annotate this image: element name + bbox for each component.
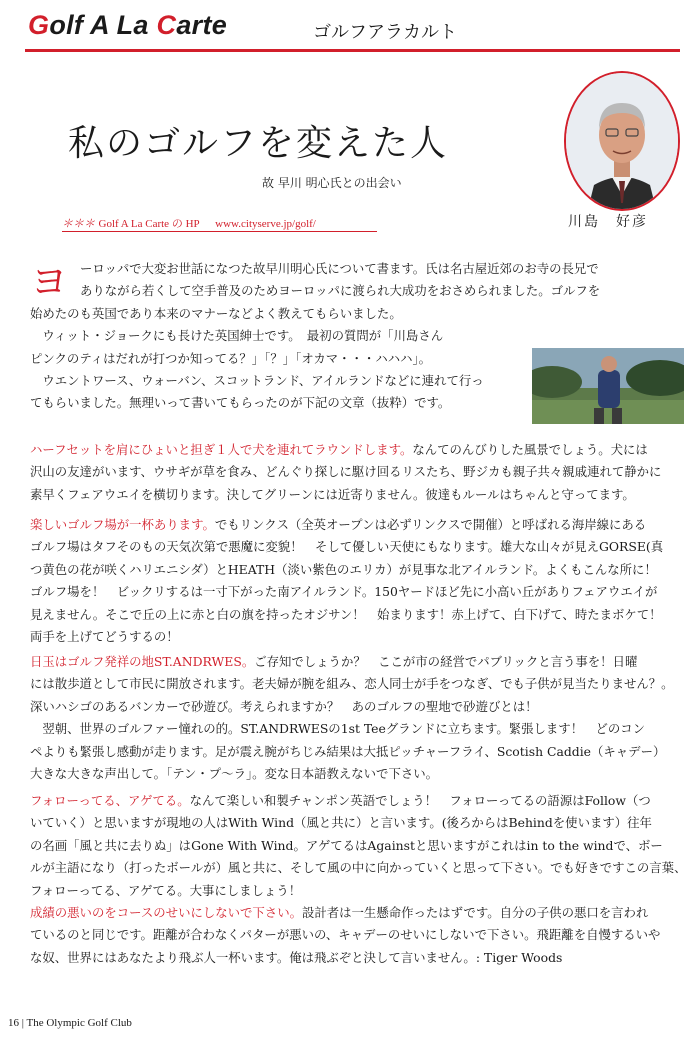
section-first-rest: 設計者は一生懸命作ったはずです。自分の子供の悪口を言われ [301, 905, 649, 920]
intro-line: ウエントワース、ウォーバン、スコットランド、アイルランドなどに連れて行っ [30, 373, 484, 389]
section-title [28, 10, 227, 41]
section-paragraph [30, 902, 660, 969]
section-first-line [30, 651, 674, 673]
section-paragraph [30, 439, 661, 506]
section-first-rest: ご存知でしょうか？ ここが市の経営でパブリックと言う事を！日曜 [254, 654, 638, 669]
section-lead: ハーフセットを肩にひょいと担ぎ１人で犬を連れてラウンドします。 [30, 442, 413, 457]
section-lead: 楽しいゴルフ場が一杯あります。 [30, 517, 215, 532]
section-first-line [30, 439, 661, 461]
section-line: フォローってる、アゲてる。大事にしましょう！ [30, 882, 302, 898]
article-title: 私のゴルフを変えた人 [68, 123, 449, 164]
asterisks: ＊＊＊ [62, 217, 95, 230]
section-first-rest: なんてのんびりした風景でしょう。犬には [412, 442, 648, 457]
title-part: olf A La [49, 10, 157, 40]
section-line: 大きな大きな声出して。「テン・プ～ラ」。変な日本語教えないで下さい。 [30, 766, 439, 782]
section-title-japanese: ゴルフアラカルト [313, 22, 457, 43]
section-lead: 日玉はゴルフ発祥の地ST.ANDRWES。 [30, 654, 255, 669]
website-label: Golf A La Carte の HP [98, 218, 200, 230]
section-line: つ黄色の花が咲くハリエニシダ）とHEATH（淡い紫色のエリカ）が見事な北アイルランド。よくもこんな所に！ [30, 561, 657, 577]
title-letter-g: G [28, 10, 50, 40]
website-url: www.cityserve.jp/golf/ [215, 218, 316, 230]
section-paragraph [30, 790, 686, 902]
intro-line: ーロッパで大変お世話になつた故早川明心氏について書ます。氏は名古屋近郊のお寺の長兄で [80, 261, 599, 276]
section-paragraph [30, 514, 663, 648]
section-line: 見えません。そこで丘の上に赤と白の旗を持ったオジサン！ 始まります！赤上げて、白下げて、時たまボケて！ [30, 606, 662, 622]
section-lead: 成績の悪いのをコースのせいにしないで下さい。 [30, 905, 302, 920]
article-subtitle: 故 早川 明心氏との出会い [262, 176, 402, 190]
footer-separator: | [21, 1017, 24, 1029]
section-line: いていく）と思いますが現地の人はWith Wind（風と共に）と言います。(後ろからはBehindを使います）往年 [30, 815, 652, 831]
section-line: 深いハシゴのあるバンカーで砂遊び。考えられますか？ あのゴルフの聖地で砂遊びとは！ [30, 698, 538, 714]
section-line: ているのと同じです。距離が合わなくパターが悪いの、キャデーのせいにしないで下さい。飛距離を自慢するいや [30, 927, 661, 943]
section-line: ゴルフ場はタフそのもの天気次第で悪魔に変貌！ そして優しい天使にもなります。雄大な山々が見えGORSE(真 [30, 539, 664, 555]
section-line: 翌朝、世界のゴルファー憧れの的。ST.ANDRWESの1st Teeグランドに立ちます。緊張します！ どのコン [30, 721, 646, 737]
section-first-line [30, 790, 686, 812]
author-portrait [564, 71, 680, 211]
section-first-line [30, 514, 663, 536]
author-name: 川島 好彦 [568, 214, 648, 230]
website-underline [62, 231, 377, 232]
intro-line: ありながら若くして空手普及のためヨーロッパに渡られ大成功をおさめられました。ゴルフを [80, 283, 601, 299]
section-line: には散歩道として市民に開放されます。老夫婦が腕を組み、恋人同士が手をつなぎ、でも子供が見当たりません？。 [30, 676, 674, 692]
title-letter-c: C [156, 10, 177, 40]
intro-paragraph [30, 258, 690, 415]
title-part: arte [176, 10, 228, 40]
section-line: な奴、世界にはあなたより飛ぶ人一杯います。俺は飛ぶぞと決して言いません。: Tiger Woods [30, 949, 563, 965]
intro-line: ウィット・ジョークにも長けた英国紳士です。 最初の質問が「川島さん [30, 328, 444, 344]
header-rule [25, 49, 680, 52]
section-line: 素早くフェアウエイを横切ります。決してグリーンには近寄りません。彼達もルールはちゃんと守ってます。 [30, 486, 635, 502]
section-line: ルが主語になり（打ったボールが）風と共に、そして風の中に向かっていくと思って下さい。でも好きですこの言葉、 [30, 860, 687, 876]
section-line: の名画「風と共に去りぬ」はGone With Wind。アゲてるはAgainstと思いますがこれはin to the windで、ボー [30, 837, 663, 853]
publication-name: The Olympic Golf Club [26, 1017, 132, 1029]
section-line: ペよりも緊張し感動が走ります。足が震え腕がちじみ結果は大抵ピッチャーフライ、Scotish Caddie（キャデー） [30, 743, 666, 759]
intro-line: てもらいました。無理いって書いてもらったのが下記の文章（抜粋）です。 [30, 395, 451, 411]
website-reference [62, 215, 316, 231]
intro-line: ピンクのティはだれが打つか知ってる？」「？」「オカマ・・・ハハハ」。 [30, 350, 432, 366]
page-number: 16 [8, 1017, 19, 1029]
section-first-line [30, 902, 660, 924]
section-line: 沢山の友達がいます、ウサギが草を食み、どんぐり探しに駆け回るリスたち、野ジカも親子共々親戚連れて静かに [30, 464, 662, 480]
drop-cap: ヨ [30, 260, 69, 304]
intro-line: 始めたのも英国であり本来のマナーなどよく教えてもらいました。 [30, 305, 402, 321]
section-first-rest: でもリンクス（全英オープンは必ずリンクスで開催）と呼ばれる海岸線にある [214, 517, 647, 532]
section-first-rest: なんて楽しい和製チャンポン英語でしょう！ フォローってるの語源はFollow（つ [189, 793, 651, 808]
section-line: 両手を上げてどうするの！ [30, 629, 179, 645]
section-paragraph [30, 651, 674, 785]
portrait-illustration [566, 73, 678, 209]
section-line: ゴルフ場を！ ビックリするは一寸下がった南アイルランド。150ヤードほど先に小高い丘がありフェアウエイが [30, 584, 658, 600]
page-footer [8, 1017, 132, 1029]
section-lead: フォローってる、アゲてる。 [30, 793, 190, 808]
